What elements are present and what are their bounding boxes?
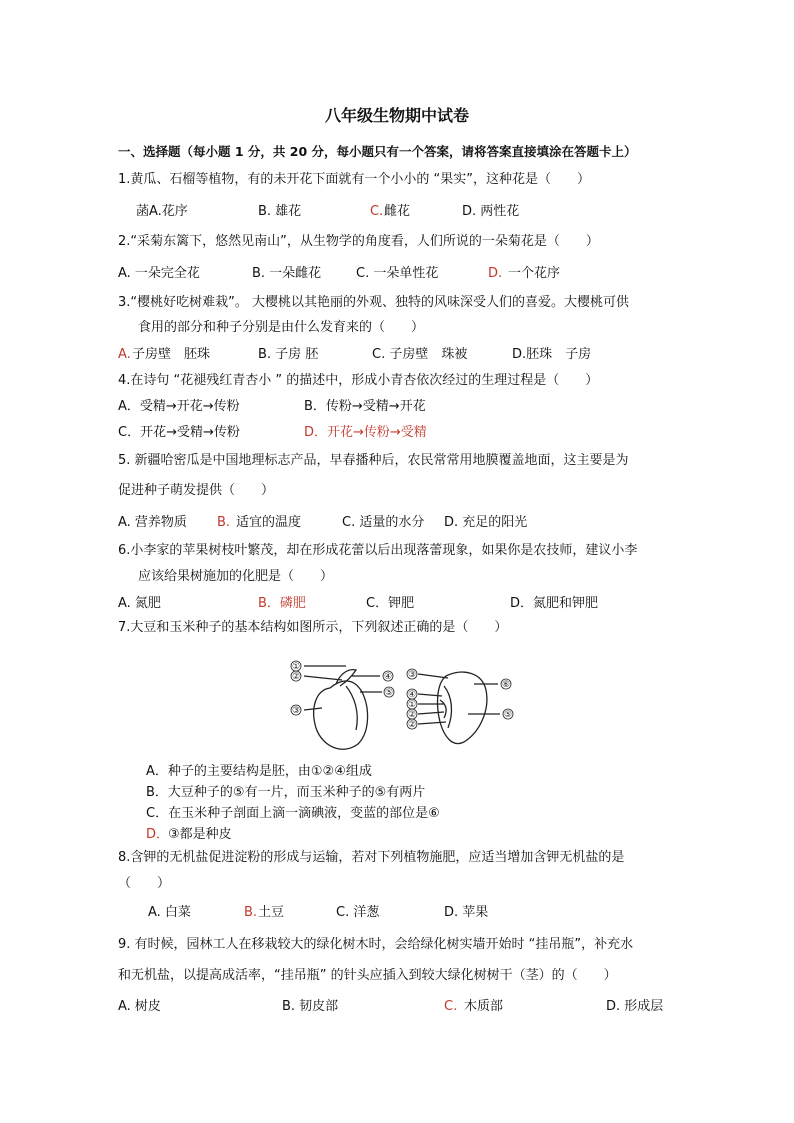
q6-option-d: D．氮肥和钾肥 (510, 596, 599, 611)
q2-option-c: C. 一朵单性花 (356, 266, 439, 281)
q1-option-c-letter: C. (370, 204, 384, 219)
q7-option-d-letter: D． (146, 827, 170, 842)
q7-option-d-text: ③都是种皮 (168, 827, 232, 842)
corn-seed-diagram (418, 672, 500, 744)
corn-label-2: ② (407, 720, 417, 730)
q4-option-c: C．开花→受精→传粉 (118, 425, 240, 440)
q5-option-d: D. 充足的阳光 (444, 515, 528, 530)
q3-option-c: C. 子房壁 珠被 (372, 347, 468, 362)
q2-option-b: B. 一朵雌花 (252, 266, 322, 281)
question-6-stem-line1: 6.小李家的苹果树枝叶繁茂，却在形成花蕾以后出现落蕾现象，如果你是农技师，建议小李 (118, 543, 638, 558)
corn-label-3: ③ (407, 670, 417, 680)
q8-option-a: A. 白菜 (148, 905, 191, 920)
soybean-seed-diagram (304, 666, 382, 749)
q6-option-a: A. 氮肥 (118, 596, 161, 611)
section-heading: 一、选择题（每小题 1 分，共 20 分，每小题只有一个答案，请将答案直接填涂在答题卡上） (118, 144, 637, 159)
q9-option-a: A. 树皮 (118, 999, 161, 1014)
label-4: ④ (383, 672, 393, 682)
q8-option-d: D. 苹果 (444, 905, 489, 920)
q9-option-b: B. 韧皮部 (282, 999, 339, 1014)
q6-option-b: B．磷肥 (258, 596, 306, 611)
q8-option-c: C. 洋葱 (336, 905, 380, 920)
corn-label-6: ⑥ (501, 680, 511, 690)
label-1: ① (291, 662, 301, 672)
question-9-stem-line1: 9. 有时候，园林工人在移栽较大的绿化树木时，会给绿化树实墙开始时 “挂吊瓶”，补充水 (118, 937, 634, 952)
q9-option-c-text: 木质部 (464, 999, 504, 1014)
question-9-stem-line2: 和无机盐，以提高成活率，“挂吊瓶” 的针头应插入到较大绿化树树干（茎）的（ ） (118, 968, 617, 983)
q1-option-d: D. 两性花 (462, 204, 520, 219)
exam-title: 八年级生物期中试卷 (324, 106, 469, 125)
q2-option-d-letter: D. (488, 266, 503, 281)
q8-option-b-text: 土豆 (258, 905, 285, 920)
q8-option-b-letter: B. (244, 905, 258, 920)
corn-label-1: ① (407, 700, 417, 710)
q2-option-a: A. 一朵完全花 (118, 266, 200, 281)
q3-option-a-text: 子房壁 胚珠 (132, 347, 211, 362)
q4-option-a: A．受精→开花→传粉 (118, 399, 240, 414)
q2-option-d-text: 一个花序 (508, 266, 561, 281)
q5-option-b-text: 适宜的温度 (236, 515, 302, 530)
q7-option-a: A．种子的主要结构是胚，由①②④组成 (146, 764, 372, 779)
corn-label-5: ⑤ (503, 710, 513, 720)
question-4-stem: 4.在诗句 “花褪残红青杏小 ” 的描述中，形成小青杏依次经过的生理过程是（ ） (118, 373, 599, 388)
question-1-stem: 1.黄瓜、石榴等植物，有的未开花下面就有一个小小的 “果实”，这种花是（ ） (118, 172, 591, 187)
corn-label-2-upper: ② (407, 710, 417, 720)
q5-option-a: A. 营养物质 (118, 515, 187, 530)
q7-option-c: C．在玉米种子剖面上滴一滴碘液，变蓝的部位是⑥ (146, 806, 440, 821)
question-8-stem-line2: （ ） (118, 876, 171, 891)
q3-option-b: B. 子房 胚 (258, 347, 319, 362)
question-5-stem-line1: 5. 新疆哈密瓜是中国地理标志产品，早春播种后，农民常常用地膜覆盖地面，这主要是为 (118, 453, 629, 468)
question-5-stem-line2: 促进种子萌发提供（ ） (118, 483, 275, 498)
question-8-stem-line1: 8.含钾的无机盐促进淀粉的形成与运输，若对下列植物施肥，应适当增加含钾无机盐的是 (118, 850, 625, 865)
q1-option-b: B. 雄花 (258, 204, 302, 219)
q1-option-c-text: 雌花 (384, 204, 411, 219)
q9-option-d: D. 形成层 (606, 999, 664, 1014)
q5-option-c: C. 适量的水分 (342, 515, 425, 530)
q9-option-c-letter: C. (444, 999, 458, 1014)
q3-option-a-letter: A. (118, 347, 131, 362)
question-7-stem: 7.大豆和玉米种子的基本结构如图所示，下列叙述正确的是（ ） (118, 620, 508, 635)
q4-option-b: B．传粉→受精→开花 (304, 399, 426, 414)
question-3-stem-line1: 3.“樱桃好吃树难栽”。 大樱桃以其艳丽的外观、独特的风味深受人们的喜爱。大樱桃可供 (118, 295, 630, 310)
label-5: ⑤ (384, 688, 394, 698)
q7-option-b: B．大豆种子的⑤有一片，而玉米种子的⑤有两片 (146, 785, 426, 800)
q6-option-c: C．钾肥 (366, 596, 415, 611)
q1-option-a: 菡A.花序 (136, 204, 188, 219)
label-2: ② (291, 672, 301, 682)
question-6-stem-line2: 应该给果树施加的化肥是（ ） (138, 569, 334, 584)
label-3: ③ (291, 706, 301, 716)
q3-option-d: D.胚珠 子房 (512, 347, 592, 362)
corn-label-4: ④ (407, 690, 417, 700)
q5-option-b-letter: B. (217, 515, 231, 530)
seed-structure-figure (286, 656, 522, 768)
question-3-stem-line2: 食用的部分和种子分别是由什么发育来的（ ） (138, 320, 425, 335)
question-2-stem: 2.“采菊东篱下，悠然见南山”，从生物学的角度看，人们所说的一朵菊花是（ ） (118, 234, 599, 249)
q4-option-d: D．开花→传粉→受精 (304, 425, 427, 440)
